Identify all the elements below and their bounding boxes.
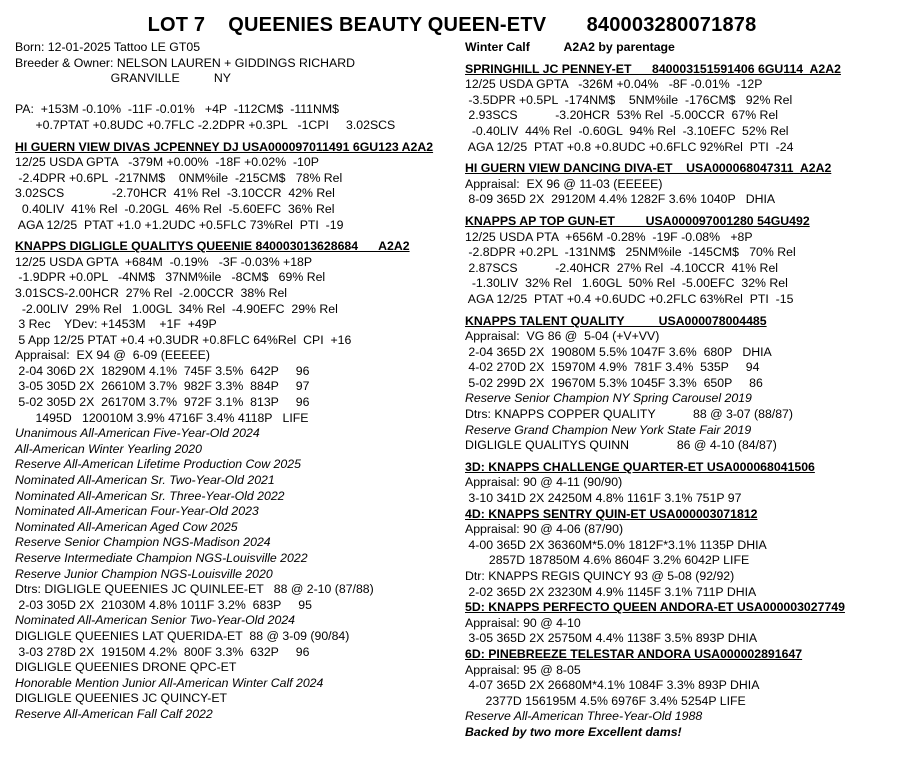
text-line: 4-00 365D 2X 36360M*5.0% 1812F*3.1% 1135P DHIA	[465, 537, 767, 552]
animal-heading: KNAPPS AP TOP GUN-ET USA000097001280 54GU492	[465, 213, 810, 228]
text-line: 2377D 156195M 4.5% 6976F 3.4% 5254P LIFE	[465, 693, 746, 708]
award-line: Honorable Mention Junior All-American Winter Calf 2024	[15, 675, 324, 690]
spacer	[15, 87, 465, 103]
text-line: 3-05 365D 2X 25750M 4.4% 1138F 3.5% 893P DHIA	[465, 631, 758, 646]
award-line: Reserve Grand Champion New York State Fair 2019	[465, 422, 752, 437]
text-line: DIGLIGLE QUEENIES DRONE QPC-ET	[15, 660, 237, 675]
text-line: GRANVILLE NY	[15, 71, 231, 86]
text-line: Breeder & Owner: NELSON LAUREN + GIDDINGS RICHARD	[15, 55, 355, 70]
animal-heading: 3D: KNAPPS CHALLENGE QUARTER-ET USA000068041506	[465, 459, 815, 474]
text-line: 2-02 365D 2X 23230M 4.9% 1145F 3.1% 711P DHIA	[465, 584, 757, 599]
text-line: Appraisal: EX 94 @ 6-09 (EEEEE)	[15, 348, 210, 363]
text-line: -1.30LIV 32% Rel 1.60GL 50% Rel -5.00EFC 32% Rel	[465, 276, 788, 291]
text-line: 5-02 299D 2X 19670M 5.3% 1045F 3.3% 650P 86	[465, 375, 763, 390]
text-line: Appraisal: EX 96 @ 11-03 (EEEEE)	[465, 176, 663, 191]
award-line: All-American Winter Yearling 2020	[15, 441, 202, 456]
text-line: -2.00LIV 29% Rel 1.00GL 34% Rel -4.90EFC 29% Rel	[15, 301, 338, 316]
award-line: Reserve Junior Champion NGS-Louisville 2020	[15, 566, 273, 581]
text-line: 3-03 278D 2X 19150M 4.2% 800F 3.3% 632P 96	[15, 644, 310, 659]
text-line: 2857D 187850M 4.6% 8604F 3.2% 6042P LIFE	[465, 553, 750, 568]
dam-pedigree-column	[15, 40, 465, 723]
animal-heading: HI GUERN VIEW DANCING DIVA-ET USA000068047311 A2A2	[465, 161, 832, 176]
text-line: 12/25 USDA PTA +656M -0.28% -19F -0.08% +8P	[465, 229, 753, 244]
text-line: Appraisal: 90 @ 4-06 (87/90)	[465, 522, 624, 537]
award-line: Nominated All-American Senior Two-Year-Old 2024	[15, 613, 295, 628]
animal-heading: 4D: KNAPPS SENTRY QUIN-ET USA000003071812	[465, 506, 758, 521]
text-line: 3-05 305D 2X 26610M 3.7% 982F 3.3% 884P 97	[15, 379, 310, 394]
text-line: Appraisal: 90 @ 4-10	[465, 615, 581, 630]
lot-title: LOT 7 QUEENIES BEAUTY QUEEN-ETV 840003280071878	[147, 14, 757, 36]
text-line: DIGLIGLE QUEENIES LAT QUERIDA-ET 88 @ 3-09 (90/84)	[15, 628, 350, 643]
text-line: 12/25 USDA GPTA -379M +0.00% -18F +0.02% -10P	[15, 155, 319, 170]
text-line: 5-02 305D 2X 26170M 3.7% 972F 3.1% 813P 96	[15, 395, 310, 410]
text-line: 3.02SCS -2.70HCR 41% Rel -3.10CCR 42% Rel	[15, 186, 335, 201]
animal-heading: HI GUERN VIEW DIVAS JCPENNEY DJ USA000097011491 6GU123 A2A2	[15, 139, 434, 154]
award-line: Reserve All-American Lifetime Production Cow 2025	[15, 457, 301, 472]
text-line: 4-07 365D 2X 26680M*4.1% 1084F 3.3% 893P DHIA	[465, 678, 760, 693]
award-line: Reserve All-American Fall Calf 2022	[15, 706, 213, 721]
award-line: Reserve Senior Champion NY Spring Carousel 2019	[465, 391, 752, 406]
text-line: 2-04 306D 2X 18290M 4.1% 745F 3.5% 642P 96	[15, 363, 310, 378]
text-line: Winter Calf A2A2 by parentage	[465, 40, 675, 54]
text-line: 2-04 365D 2X 19080M 5.5% 1047F 3.6% 680P DHIA	[465, 344, 772, 359]
text-line: +0.7PTAT +0.8UDC +0.7FLC -2.2DPR +0.3PL -1CPI 3.02SCS	[15, 117, 396, 132]
text-line: 2-03 305D 2X 21030M 4.8% 1011F 3.2% 683P 95	[15, 597, 312, 612]
text-line: -3.5DPR +0.5PL -174NM$ 5NM%ile -176CM$ 92% Rel	[465, 92, 793, 107]
award-line: Nominated All-American Sr. Three-Year-Old 2022	[15, 488, 285, 503]
award-line: Reserve All-American Three-Year-Old 1988	[465, 709, 703, 724]
text-line: 3.01SCS-2.00HCR 27% Rel -2.00CCR 38% Rel	[15, 285, 288, 300]
text-line: 0.40LIV 41% Rel -0.20GL 46% Rel -5.60EFC 36% Rel	[15, 201, 335, 216]
text-line: DIGLIGLE QUALITYS QUINN 86 @ 4-10 (84/87)	[465, 438, 777, 453]
text-line: 3 Rec YDev: +1453M +1F +49P	[15, 317, 217, 332]
text-line: 1495D 120010M 3.9% 4716F 3.4% 4118P LIFE	[15, 410, 309, 425]
text-line: Appraisal: 90 @ 4-11 (90/90)	[465, 475, 623, 490]
text-line: AGA 12/25 PTAT +0.4 +0.6UDC +0.2FLC 63%Rel PTI -15	[465, 291, 794, 306]
text-line: Dtrs: KNAPPS COPPER QUALITY 88 @ 3-07 (88/87)	[465, 407, 793, 422]
closing-note: Backed by two more Excellent dams!	[465, 724, 682, 739]
text-line: DIGLIGLE QUEENIES JC QUINCY-ET	[15, 691, 228, 706]
text-line: 5 App 12/25 PTAT +0.4 +0.3UDR +0.8FLC 64%Rel CPI +16	[15, 332, 352, 347]
animal-heading: 5D: KNAPPS PERFECTO QUEEN ANDORA-ET USA000003027749	[465, 600, 845, 615]
text-line: PA: +153M -0.10% -11F -0.01% +4P -112CM$ -111NM$	[15, 102, 339, 117]
text-line: -2.4DPR +0.6PL -217NM$ 0NM%ile -215CM$ 78% Rel	[15, 170, 343, 185]
text-line: Appraisal: 95 @ 8-05	[465, 662, 581, 677]
award-line: Nominated All-American Aged Cow 2025	[15, 519, 238, 534]
award-line: Unanimous All-American Five-Year-Old 2024	[15, 426, 260, 441]
text-line: 12/25 USDA GPTA -326M +0.04% -8F -0.01% -12P	[465, 77, 763, 92]
text-line: -2.8DPR +0.2PL -131NM$ 25NM%ile -145CM$ 70% Rel	[465, 245, 796, 260]
text-line: 2.87SCS -2.40HCR 27% Rel -4.10CCR 41% Rel	[465, 260, 779, 275]
animal-heading: 6D: PINEBREEZE TELESTAR ANDORA USA000002891647	[465, 646, 803, 661]
text-line: 12/25 USDA GPTA +684M -0.19% -3F -0.03% +18P	[15, 254, 313, 269]
sire-pedigree-column	[465, 40, 895, 741]
award-line: Reserve Senior Champion NGS-Madison 2024	[15, 535, 271, 550]
text-line: AGA 12/25 PTAT +1.0 +1.2UDC +0.5FLC 73%Rel PTI -19	[15, 217, 344, 232]
text-line: -1.9DPR +0.0PL -4NM$ 37NM%ile -8CM$ 69% Rel	[15, 270, 326, 285]
text-line: Appraisal: VG 86 @ 5-04 (+V+VV)	[465, 329, 660, 344]
text-line: 2.93SCS -3.20HCR 53% Rel -5.00CCR 67% Rel	[465, 108, 779, 123]
award-line: Reserve Intermediate Champion NGS-Louisville 2022	[15, 551, 308, 565]
animal-heading: KNAPPS DIGLIGLE QUALITYS QUEENIE 840003013628684 A2A2	[15, 239, 410, 254]
text-line: 4-02 270D 2X 15970M 4.9% 781F 3.4% 535P 94	[465, 360, 760, 375]
text-line: 3-10 341D 2X 24250M 4.8% 1161F 3.1% 751P 97	[465, 491, 742, 506]
award-line: Nominated All-American Sr. Two-Year-Old 2021	[15, 473, 275, 488]
animal-heading: SPRINGHILL JC PENNEY-ET 840003151591406 6GU114 A2A2	[465, 61, 841, 76]
animal-heading: KNAPPS TALENT QUALITY USA000078004485	[465, 313, 767, 328]
text-line: 8-09 365D 2X 29120M 4.4% 1282F 3.6% 1040P DHIA	[465, 192, 776, 207]
text-line: Born: 12-01-2025 Tattoo LE GT05	[15, 40, 201, 54]
text-line: -0.40LIV 44% Rel -0.60GL 94% Rel -3.10EFC 52% Rel	[465, 123, 789, 138]
award-line: Nominated All-American Four-Year-Old 2023	[15, 504, 259, 519]
text-line: AGA 12/25 PTAT +0.8 +0.8UDC +0.6FLC 92%Rel PTI -24	[465, 139, 794, 154]
text-line: Dtrs: DIGLIGLE QUEENIES JC QUINLEE-ET 88 @ 2-10 (87/88)	[15, 582, 374, 597]
text-line: Dtr: KNAPPS REGIS QUINCY 93 @ 5-08 (92/92)	[465, 569, 735, 583]
